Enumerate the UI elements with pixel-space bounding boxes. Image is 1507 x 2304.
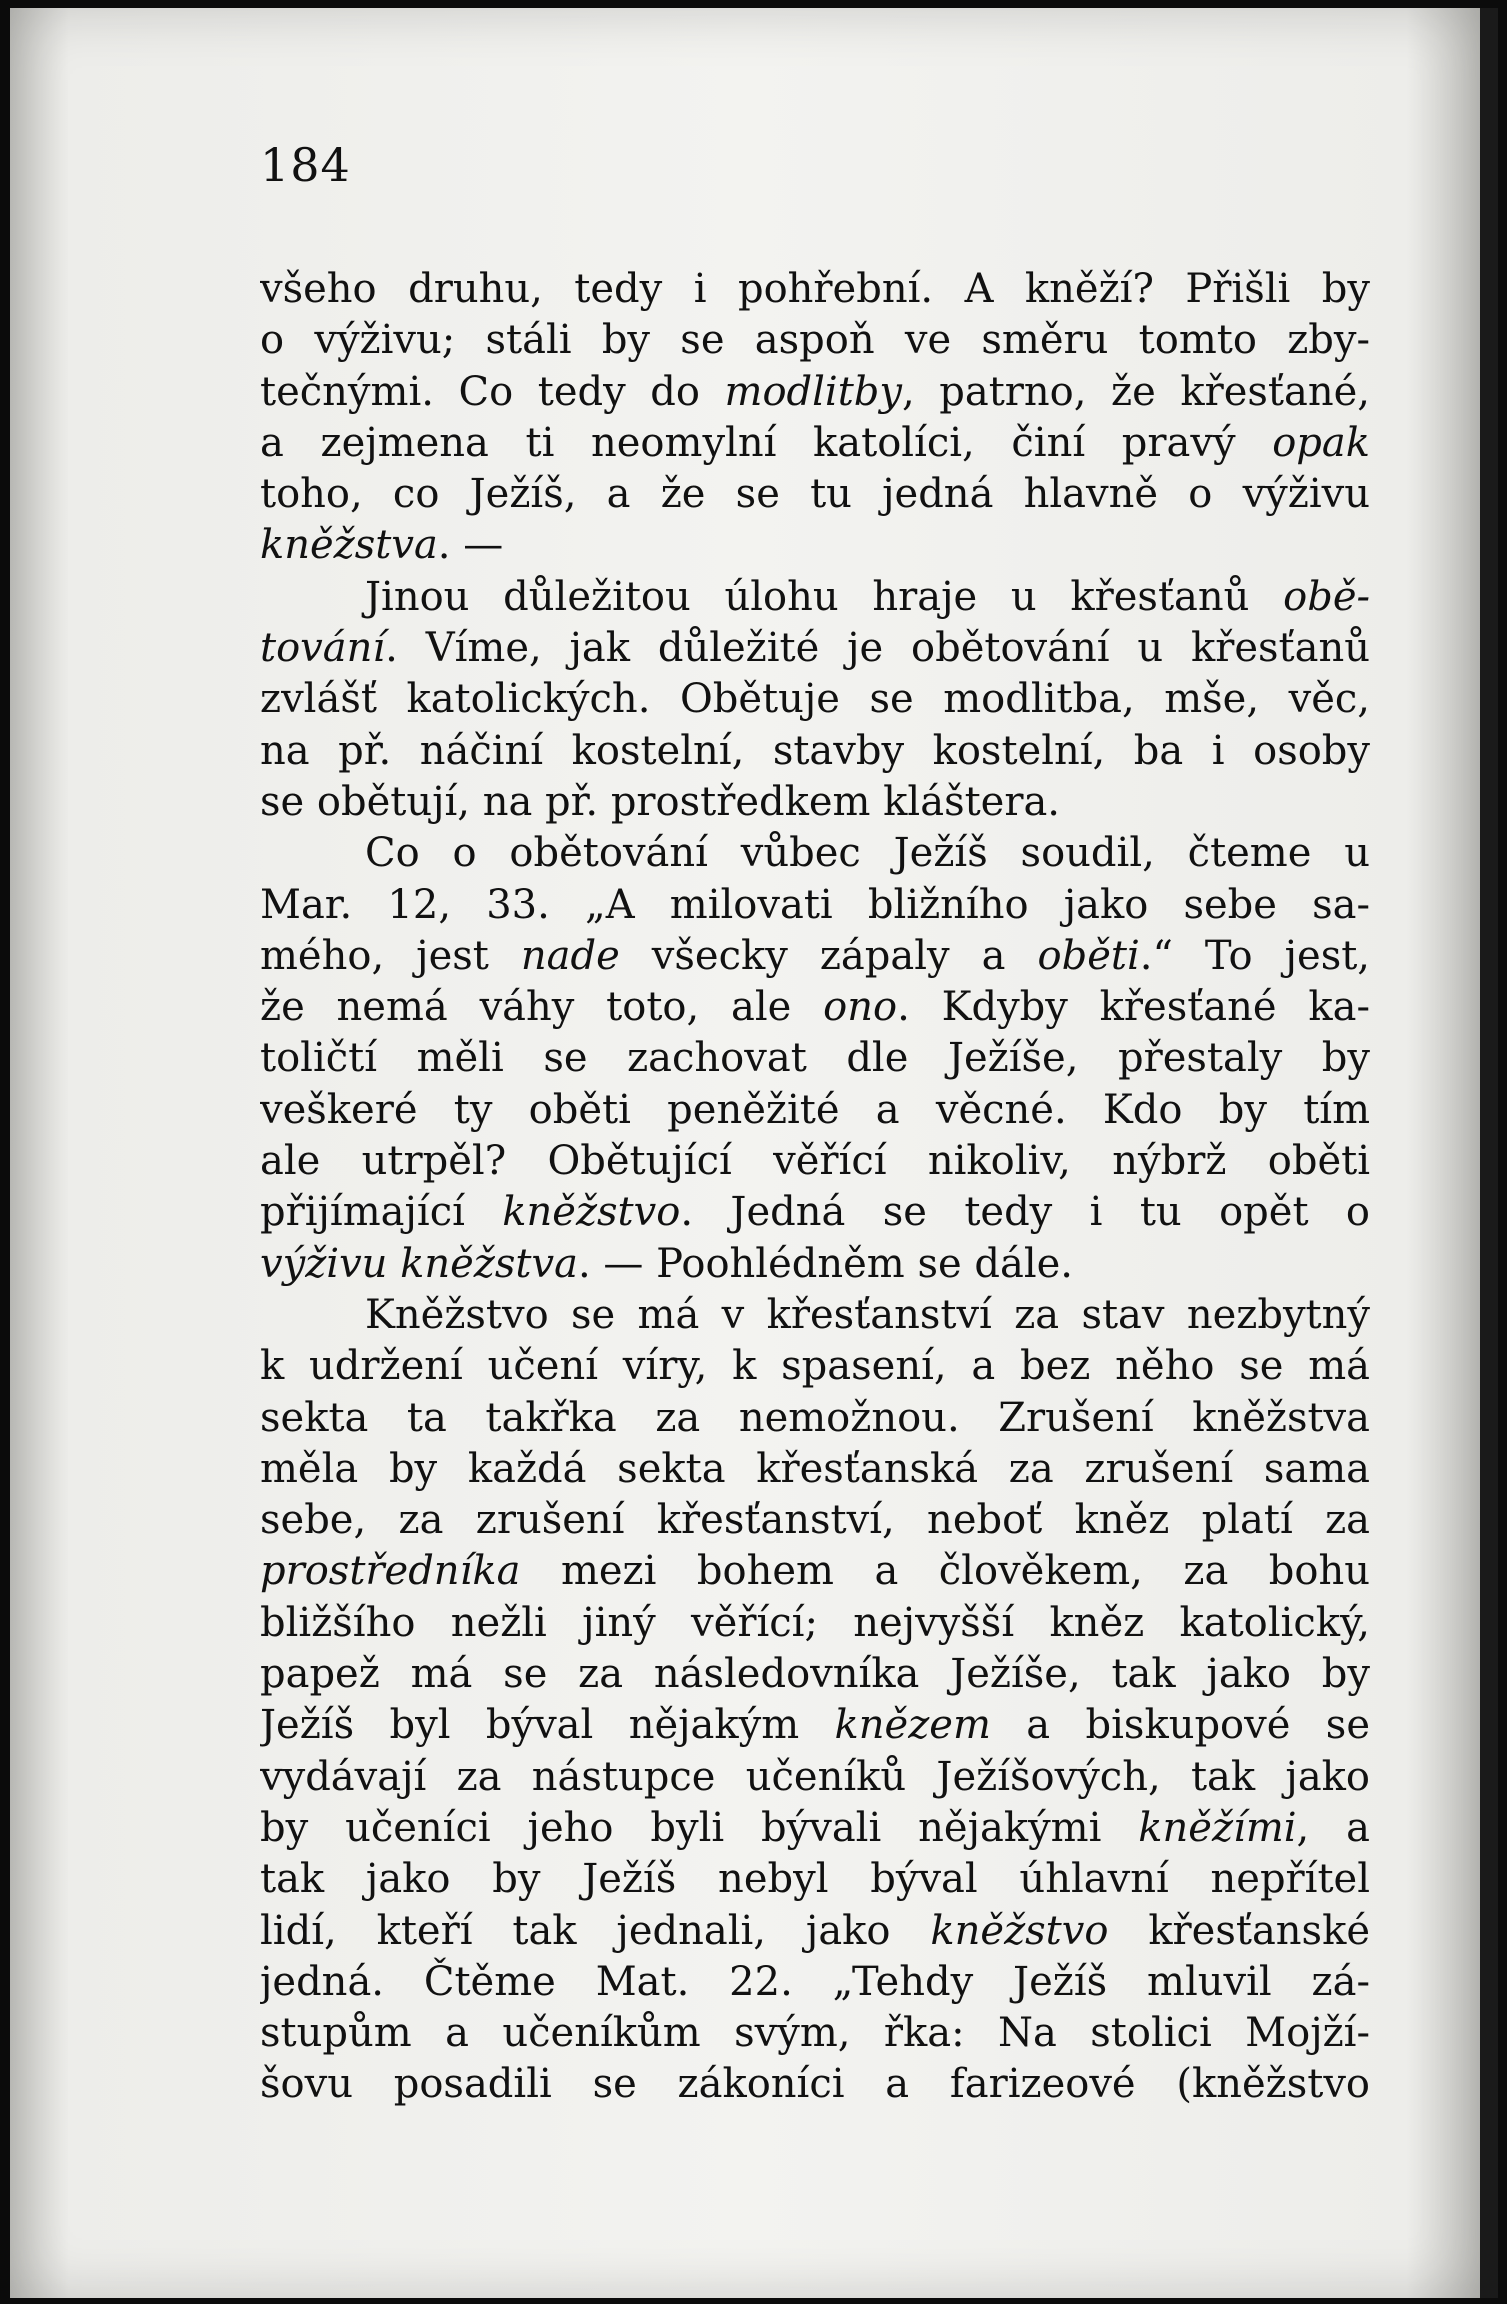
text-run: tak jako by Ježíš nebyl býval úhlavní nepřítel (260, 1856, 1370, 1903)
text-line (260, 367, 1370, 418)
text-run: . Jedná se tedy i tu opět o (680, 1189, 1370, 1236)
text-run: . Kdyby křesťané ka- (897, 984, 1370, 1031)
text-run: sebe, za zrušení křesťanství, neboť kněz platí za (260, 1497, 1370, 1544)
text-run: bližšího nežli jiný věřící; nejvyšší kněz katolický, (260, 1599, 1370, 1646)
text-line (260, 674, 1370, 725)
italic-text-run: kněžími (1138, 1804, 1297, 1851)
text-run: , patrno, že křesťané, (902, 368, 1370, 415)
italic-text-run: modlitby (724, 368, 902, 415)
text-run: .“ To jest, (1139, 932, 1370, 979)
text-run: přijímající (260, 1189, 503, 1236)
book-page (10, 8, 1498, 2298)
text-run: vydávají za nástupce učeníků Ježíšových, tak jako (260, 1753, 1370, 1800)
text-run: se obětují, na př. prostředkem kláštera. (260, 778, 1061, 825)
text-line (260, 1290, 1370, 1341)
text-run: tečnými. Co tedy do (260, 368, 725, 415)
page-number: 184 (260, 138, 351, 192)
text-run: Ježíš byl býval nějakým (260, 1702, 835, 1749)
italic-text-run: knězem (834, 1702, 991, 1749)
text-run: . — Poohlédněm se dále. (577, 1240, 1073, 1287)
text-run: k udržení učení víry, k spasení, a bez něho se má (260, 1343, 1370, 1390)
text-run: a zejmena ti neomylní katolíci, činí pravý (260, 419, 1273, 466)
text-run: toličtí měli se zachovat dle Ježíše, přestaly by (260, 1035, 1370, 1082)
text-run: Kněžstvo se má v křesťanství za stav nezbytný (365, 1291, 1370, 1338)
italic-text-run: prostředníka (260, 1548, 521, 1595)
text-line (260, 1700, 1370, 1751)
text-run: Mar. 12, 33. „A milovati bližního jako sebe sa- (260, 881, 1370, 928)
text-line (260, 1803, 1370, 1854)
text-run: a biskupové se (990, 1702, 1370, 1749)
text-line (260, 520, 1370, 571)
text-run: stupům a učeníkům svým, řka: Na stolici Mojží- (260, 2010, 1370, 2057)
text-line (260, 726, 1370, 777)
text-run: ale utrpěl? Obětující věřící nikoliv, nýbrž oběti (260, 1138, 1370, 1185)
text-run: měla by každá sekta křesťanská za zrušení sama (260, 1445, 1370, 1492)
text-run: lidí, kteří tak jednali, jako (260, 1907, 931, 1954)
text-run: toho, co Ježíš, a že se tu jedná hlavně o výživu (260, 471, 1370, 518)
text-run: mezi bohem a člověkem, za bohu (520, 1548, 1370, 1595)
text-run: že nemá váhy toto, ale (260, 984, 824, 1031)
text-run: Jinou důležitou úlohu hraje u křesťanů (365, 573, 1284, 620)
text-line (260, 1444, 1370, 1495)
italic-text-run: kněžstva (260, 522, 438, 569)
text-line (260, 880, 1370, 931)
italic-text-run: tování (260, 625, 386, 672)
text-line (260, 1495, 1370, 1546)
text-line (260, 572, 1370, 623)
text-line (260, 1187, 1370, 1238)
text-run: křesťanské (1108, 1907, 1370, 1954)
text-line (260, 1957, 1370, 2008)
italic-text-run: opak (1272, 419, 1370, 466)
text-line (260, 1085, 1370, 1136)
text-line (260, 1906, 1370, 1957)
text-run: , a (1296, 1804, 1370, 1851)
text-line (260, 418, 1370, 469)
text-run: všecky zápaly a (619, 932, 1038, 979)
text-run: mého, jest (260, 932, 521, 979)
text-run: . — (437, 522, 504, 569)
text-run: všeho druhu, tedy i pohřební. A kněží? Přišli by (260, 266, 1370, 312)
text-line (260, 2059, 1370, 2110)
italic-text-run: výživu kněžstva (260, 1240, 578, 1287)
text-run: veškeré ty oběti peněžité a věcné. Kdo by tím (260, 1086, 1370, 1133)
text-run: papež má se za následovníka Ježíše, tak jako by (260, 1651, 1370, 1698)
text-line (260, 1854, 1370, 1905)
text-run: zvlášť katolických. Obětuje se modlitba, mše, věc, (260, 676, 1370, 723)
text-run: by učeníci jeho byli bývali nějakými (260, 1804, 1139, 1851)
italic-text-run: oběti (1037, 932, 1140, 979)
text-line (260, 469, 1370, 520)
text-line (260, 1341, 1370, 1392)
text-line (260, 828, 1370, 879)
italic-text-run: kněžstvo (930, 1907, 1109, 1954)
text-line (260, 623, 1370, 674)
italic-text-run: ono (823, 984, 898, 1031)
text-line (260, 931, 1370, 982)
text-run: sekta ta takřka za nemožnou. Zrušení kněžstva (260, 1394, 1370, 1441)
text-line (260, 777, 1370, 828)
text-line (260, 1546, 1370, 1597)
italic-text-run: nade (520, 932, 620, 979)
text-line (260, 315, 1370, 366)
text-run: . Víme, jak důležité je obětování u křesťanů (385, 625, 1370, 672)
text-line (260, 1033, 1370, 1084)
text-line (260, 2008, 1370, 2059)
text-run: jedná. Čtěme Mat. 22. „Tehdy Ježíš mluvil zá- (260, 1958, 1370, 2005)
body-text (260, 264, 1370, 2111)
text-run: na př. náčiní kostelní, stavby kostelní, ba i osoby (260, 727, 1370, 774)
text-line (260, 1598, 1370, 1649)
text-line (260, 1649, 1370, 1700)
text-line (260, 1752, 1370, 1803)
text-line (260, 1393, 1370, 1444)
text-run: o výživu; stáli by se aspoň ve směru tomto zby- (260, 317, 1370, 364)
text-run: Co o obětování vůbec Ježíš soudil, čteme u (365, 830, 1370, 877)
text-line (260, 982, 1370, 1033)
text-line (260, 1239, 1370, 1290)
text-line (260, 264, 1370, 315)
italic-text-run: kněžstvo (502, 1189, 681, 1236)
italic-text-run: obě- (1283, 573, 1370, 620)
text-line (260, 1136, 1370, 1187)
text-run: šovu posadili se zákoníci a farizeové (kněžstvo (260, 2061, 1370, 2108)
